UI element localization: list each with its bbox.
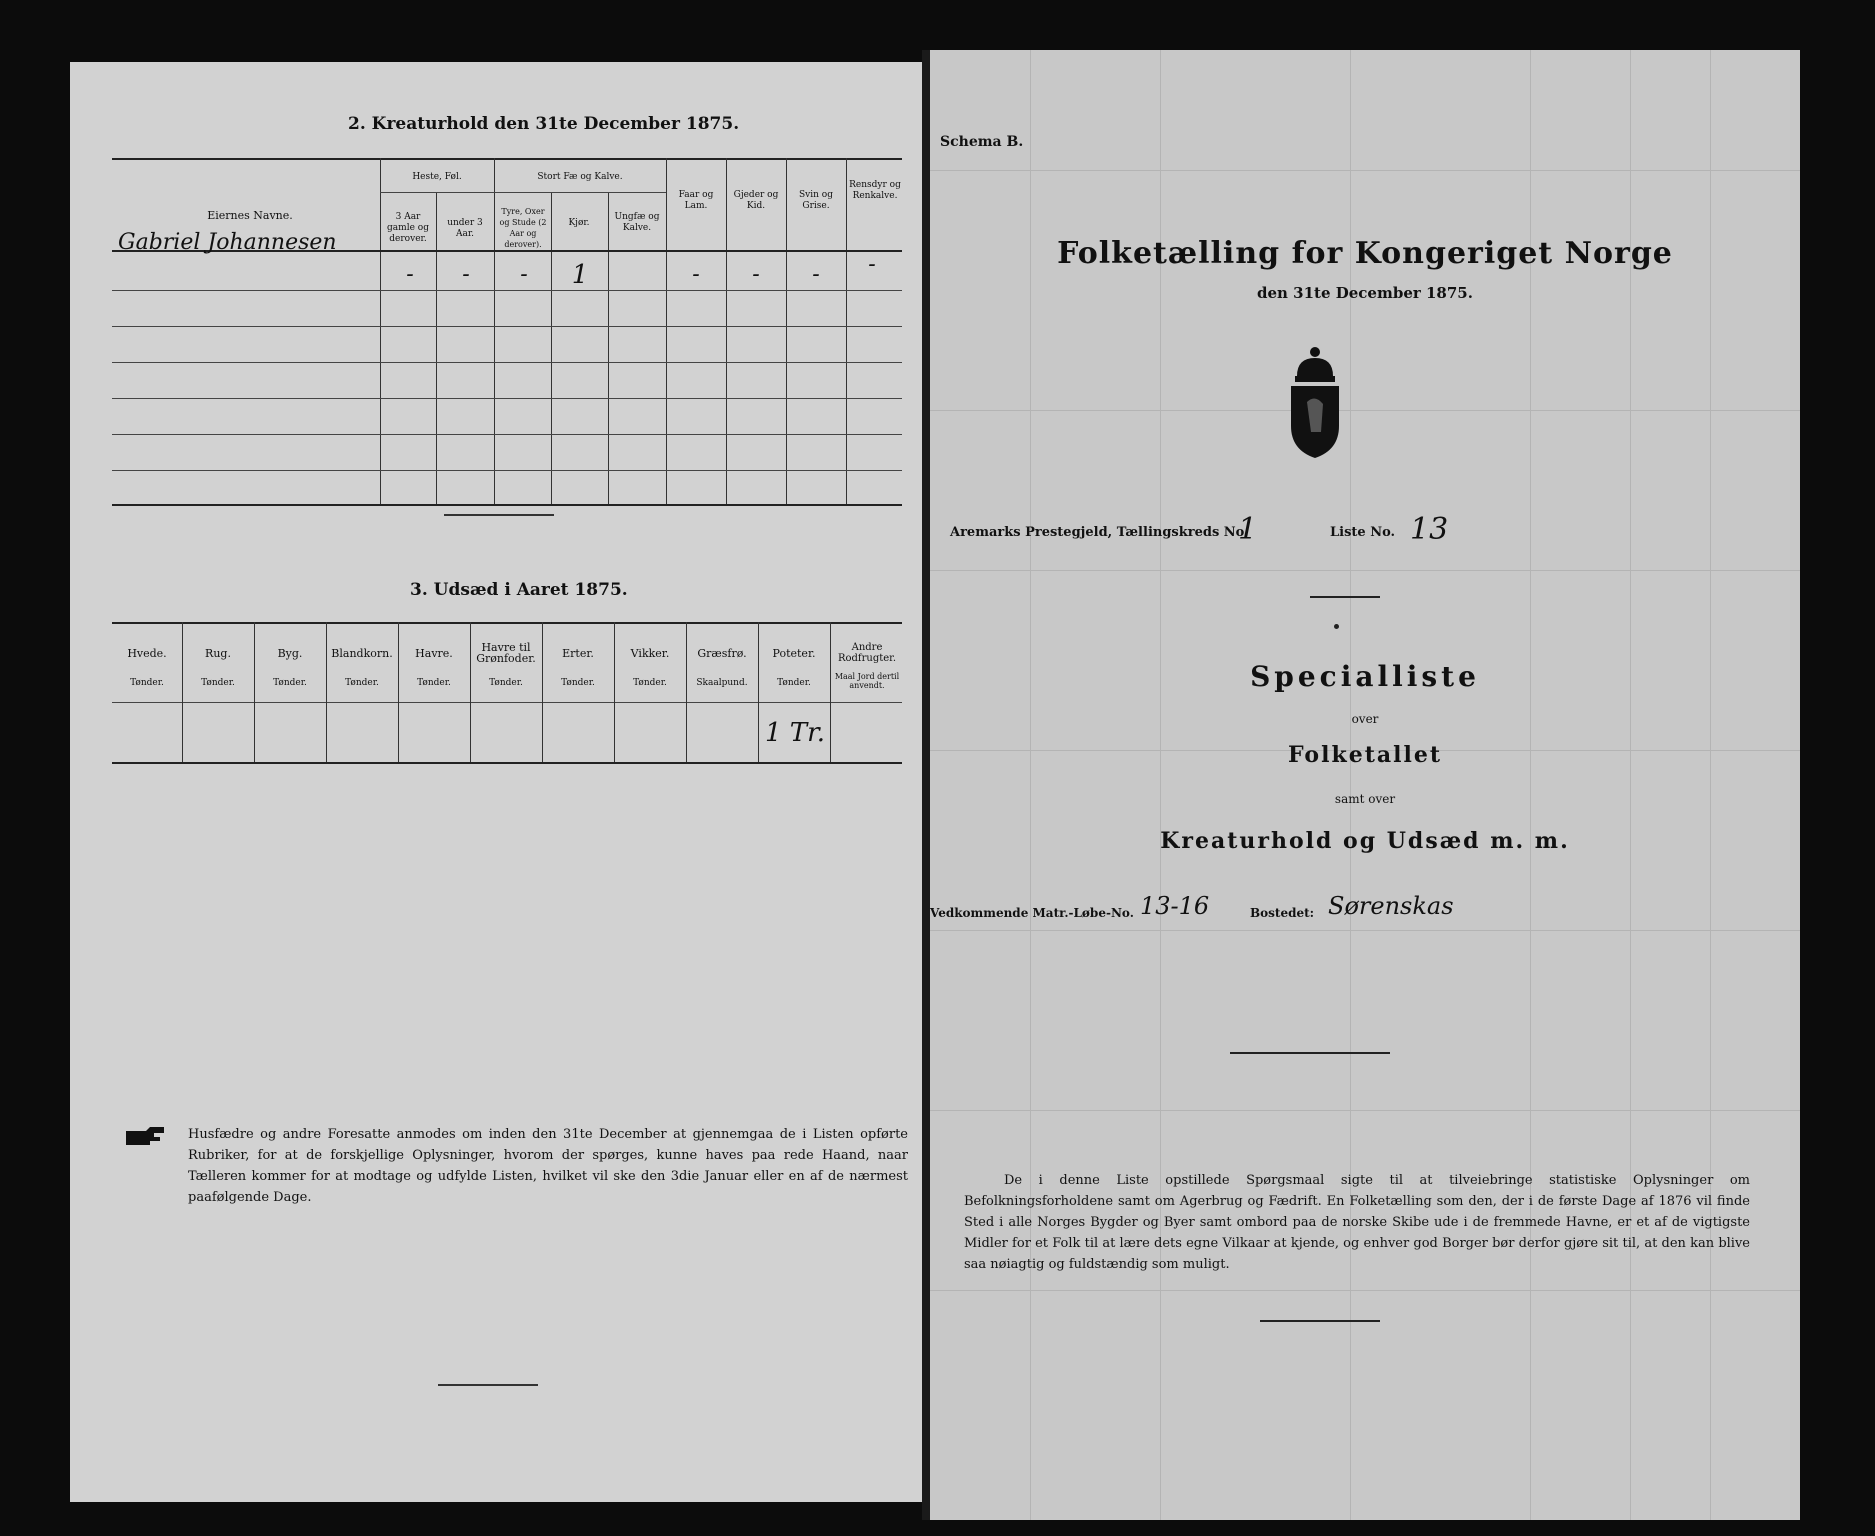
cell-gjeder: - xyxy=(752,262,760,287)
prestegjeld-label: Aremarks Prestegjeld, Tællingskreds No. xyxy=(950,525,1249,540)
header-stort: Stort Fæ og Kalve. xyxy=(537,172,623,182)
table-rule xyxy=(112,158,902,160)
matr-label: Vedkommende Matr.-Løbe-No. xyxy=(930,906,1134,920)
cell-rensdyr: - xyxy=(868,252,876,277)
pointing-hand-icon xyxy=(124,1125,168,1147)
header-gjeder: Gjeder og Kid. xyxy=(733,190,779,211)
divider xyxy=(1260,1320,1380,1322)
liste-label: Liste No. xyxy=(1330,525,1396,540)
col-graesfro: Græsfrø. xyxy=(697,647,747,660)
divider xyxy=(444,514,554,516)
col-byg: Byg. xyxy=(277,647,303,660)
col-poteter: Poteter. xyxy=(772,647,816,660)
header-heste-a: 3 Aar gamle og derover. xyxy=(387,212,429,244)
bosted-label: Bostedet: xyxy=(1250,906,1315,920)
cell-faar: - xyxy=(692,262,700,287)
liste-no: 13 xyxy=(1410,512,1449,547)
specialliste-heading: Specialliste xyxy=(1250,660,1480,693)
notice-text: Husfædre og andre Foresatte anmodes om inden den 31te December at gjennemgaa de i Listen opførte Rubriker, for at de forskjellige Oplysninger, hvorom der spørges, kunne haves paa rede Haand, naar Tælleren kommer for at modtage og udfylde Listen, hvilket vil ske den 3die Januar eller en af de nærmest paafølgende Dage. xyxy=(188,1127,908,1205)
col-blandkorn: Blandkorn. xyxy=(331,647,393,660)
samt-over-text: samt over xyxy=(1334,792,1396,806)
header-svin: Svin og Grise. xyxy=(799,190,833,211)
owner-name: Gabriel Johannesen xyxy=(118,230,337,255)
dot xyxy=(1334,624,1339,629)
main-title: Folketælling for Kongeriget Norge xyxy=(1057,236,1673,271)
cell-svin: - xyxy=(812,262,820,287)
header-stort-c: Ungfæ og Kalve. xyxy=(614,212,660,233)
header-heste-b: under 3 Aar. xyxy=(447,218,483,239)
kreaturhold-heading: Kreaturhold og Udsæd m. m. xyxy=(1160,828,1570,854)
divider xyxy=(438,1384,538,1386)
header-stort-a: Tyre, Oxer og Stude (2 Aar og derover). xyxy=(499,207,547,249)
col-andre: Andre Rodfrugter. xyxy=(837,642,897,664)
cell-stort-a: - xyxy=(520,262,528,287)
col-vikker: Vikker. xyxy=(630,647,670,660)
section2-title: 2. Kreaturhold den 31te December 1875. xyxy=(348,114,740,134)
schema-label: Schema B. xyxy=(940,134,1024,150)
header-rensdyr: Rensdyr og Renkalve. xyxy=(849,180,901,201)
col-erter: Erter. xyxy=(562,647,594,660)
bosted-value: Sørenskas xyxy=(1328,892,1454,920)
header-stort-b: Kjør. xyxy=(568,218,590,228)
over-text: over xyxy=(1351,712,1379,726)
kreds-no: 1 xyxy=(1238,512,1258,547)
cell-poteter: 1 Tr. xyxy=(765,718,825,748)
col-havre-gronfoder: Havre til Grønfoder. xyxy=(476,641,536,665)
cell-heste-a: - xyxy=(406,262,414,287)
col-havre: Havre. xyxy=(415,647,453,660)
divider xyxy=(1310,596,1380,598)
right-page xyxy=(930,50,1800,1520)
info-paragraph: De i denne Liste opstillede Spørgsmaal sigte til at tilveiebringe statistiske Oplysninger om Befolkningsforholdene samt om Agerbrug og Fædrift. En Folketælling som den, der i de første Dage af 1876 vil finde Sted i alle Norges Bygder og Byer samt ombord paa de norske Skibe ude i de fremmede Havne, er et af de vigtigste Midler for et Folk til at lære dets egne Vilkaar at kjende, og enhver god Borger bør derfor gjøre sit til, at den kan blive saa nøiagtig og fuldstændig som muligt. xyxy=(964,1173,1750,1272)
header-name: Eiernes Navne. xyxy=(207,209,293,222)
col-hvede: Hvede. xyxy=(127,647,167,660)
folketallet-heading: Folketallet xyxy=(1288,742,1442,768)
cell-kjor: 1 xyxy=(571,260,589,290)
coat-of-arms xyxy=(1285,342,1345,462)
matr-no: 13-16 xyxy=(1140,892,1210,920)
cell-heste-b: - xyxy=(462,262,470,287)
header-faar: Faar og Lam. xyxy=(678,190,714,211)
header-heste: Heste, Føl. xyxy=(412,172,462,182)
divider xyxy=(1230,1052,1390,1054)
subtitle: den 31te December 1875. xyxy=(1257,284,1473,302)
left-page: 2. Kreaturhold den 31te December 1875. Eiernes Navne. Heste, Føl. 3 Aar gamle og derover. under 3 Aar. Stort Fæ og Kalve. Tyre, Oxer og Stude (2 Aar og derover). Kjør. Ungfæ og Kalve. Faar og Lam. Gjeder og Kid. Svin og Grise. Rensdyr og Renkalve. Gabriel Johannesen - - - 1 - - - - 3. Udsæd i Aaret 1875. Hvede. Tønder. Rug. Tønder. Byg. Tønder. Blandkorn. Tønder. Havre. Tønder. Havre til Grønfoder. Tønder. Erter. Tønder. Vikker. Tønder. Græsfrø. Skaalpund. Poteter. Tønder. Andre Rodfrugter. Maal Jord dertil anvendt. 1 Tr. Husfædre og andre Foresatte anmodes om inden den 31te December at gjennemgaa de i Listen opførte Rubriker, for at de forskjellige Oplysninger, hvorom der spørges, kunne haves paa rede Haand, naar Tælleren kommer for at modtage og udfylde Listen, hvilket vil ske den 3die Januar eller en af de nærmest paafølgende Dage. xyxy=(70,62,930,1502)
col-rug: Rug. xyxy=(205,647,231,660)
section3-title: 3. Udsæd i Aaret 1875. xyxy=(410,580,628,600)
